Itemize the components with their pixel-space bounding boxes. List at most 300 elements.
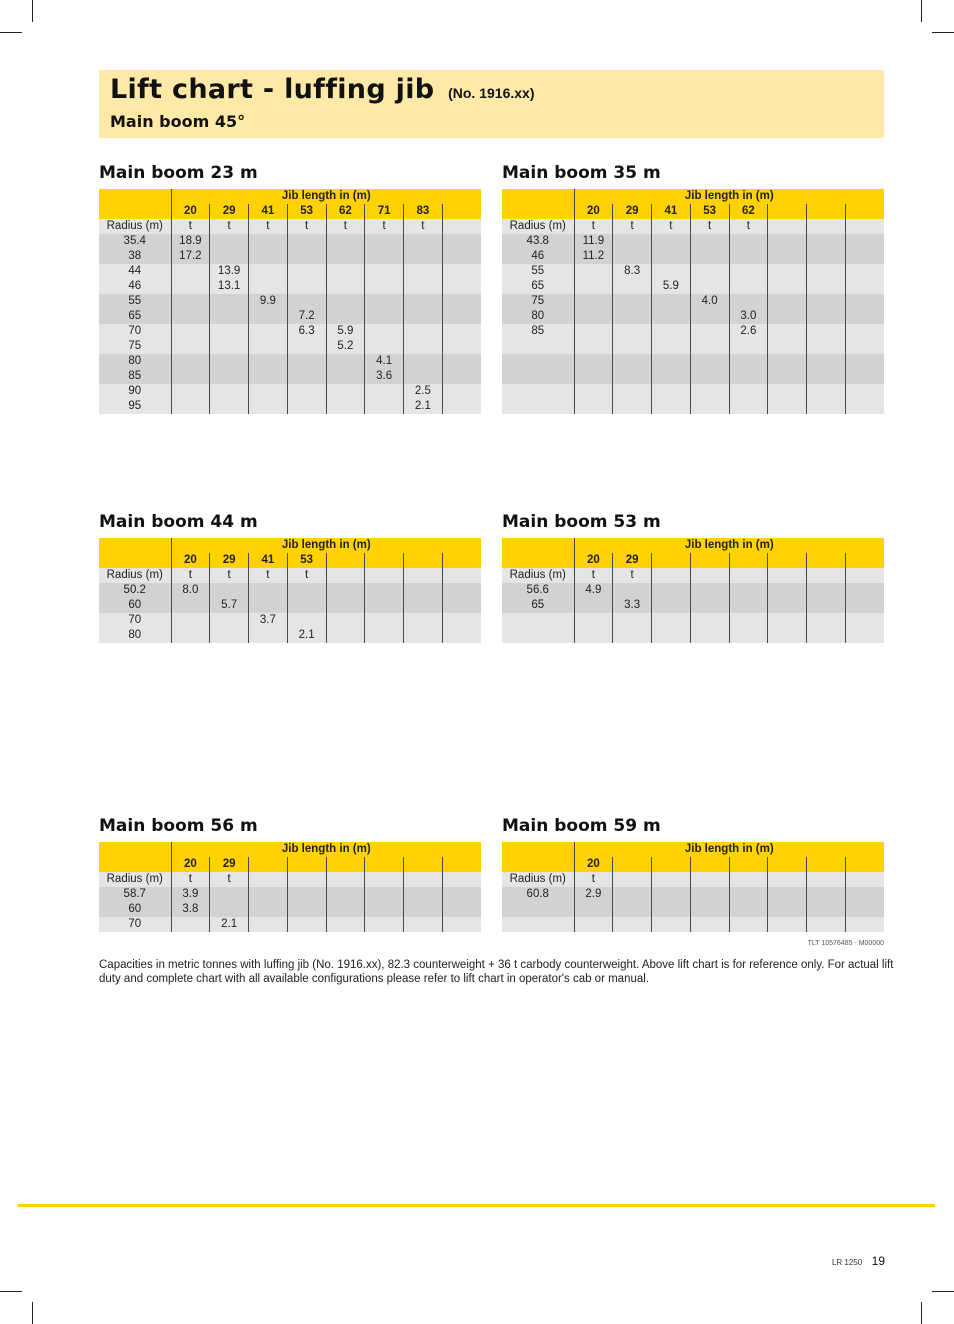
capacity-cell xyxy=(326,279,365,294)
capacity-cell xyxy=(326,249,365,264)
capacity-cell xyxy=(365,279,404,294)
jib-length-cell: 53 xyxy=(287,553,326,568)
jib-length-cell: 71 xyxy=(365,204,404,219)
radius-cell: 55 xyxy=(502,264,574,279)
table-row xyxy=(99,234,481,249)
jib-length-cell xyxy=(690,857,729,872)
capacity-cell xyxy=(690,324,729,339)
capacity-cell xyxy=(171,613,210,628)
capacity-cell xyxy=(404,902,443,917)
header-corner-cell xyxy=(99,204,171,219)
capacity-cell xyxy=(249,399,288,414)
capacity-cell xyxy=(613,309,652,324)
radius-cell: 65 xyxy=(99,309,171,324)
jib-length-cell: 53 xyxy=(690,204,729,219)
capacity-cell xyxy=(729,628,768,643)
capacity-cell xyxy=(404,264,443,279)
capacity-cell: 4.0 xyxy=(690,294,729,309)
capacity-cell xyxy=(210,309,249,324)
capacity-cell xyxy=(690,369,729,384)
jib-length-cell xyxy=(442,553,481,568)
capacity-cell xyxy=(442,234,481,249)
capacity-cell xyxy=(365,902,404,917)
lift-chart-main-boom-35 xyxy=(502,163,884,414)
capacity-cell xyxy=(729,234,768,249)
capacity-cell xyxy=(768,628,807,643)
capacity-cell xyxy=(574,354,613,369)
capacity-cell xyxy=(326,384,365,399)
capacity-cell xyxy=(652,628,691,643)
radius-cell: 38 xyxy=(99,249,171,264)
table-row xyxy=(99,279,481,294)
capacity-cell xyxy=(404,339,443,354)
capacity-cell xyxy=(845,917,884,932)
capacity-cell xyxy=(652,902,691,917)
jib-length-cell: 20 xyxy=(171,204,210,219)
unit-cell: t xyxy=(574,872,613,887)
jib-length-row xyxy=(502,204,884,219)
capacity-cell xyxy=(807,628,846,643)
capacity-cell xyxy=(574,902,613,917)
radius-cell xyxy=(502,917,574,932)
unit-cell: t xyxy=(404,219,443,234)
capacity-cell xyxy=(442,613,481,628)
capacity-cell xyxy=(574,309,613,324)
table-row xyxy=(99,613,481,628)
capacity-cell xyxy=(326,354,365,369)
radius-cell: 35.4 xyxy=(99,234,171,249)
capacity-cell xyxy=(442,369,481,384)
capacity-cell xyxy=(690,399,729,414)
radius-cell: 56.6 xyxy=(502,583,574,598)
capacity-cell xyxy=(807,339,846,354)
capacity-cell: 18.9 xyxy=(171,234,210,249)
unit-cell: t xyxy=(249,568,288,583)
capacity-cell xyxy=(845,628,884,643)
capacity-cell xyxy=(210,249,249,264)
capacity-cell xyxy=(210,339,249,354)
unit-cell: t xyxy=(326,219,365,234)
jib-length-header: Jib length in (m) xyxy=(171,842,481,857)
unit-cell xyxy=(287,872,326,887)
capacity-cell xyxy=(249,354,288,369)
table-row xyxy=(99,249,481,264)
capacity-cell xyxy=(574,369,613,384)
radius-cell: 80 xyxy=(502,309,574,324)
jib-length-cell: 20 xyxy=(574,857,613,872)
header-corner-cell xyxy=(502,857,574,872)
radius-cell: 70 xyxy=(99,324,171,339)
capacity-cell xyxy=(365,234,404,249)
jib-length-cell xyxy=(690,553,729,568)
capacity-cell: 6.3 xyxy=(287,324,326,339)
capacity-cell xyxy=(807,917,846,932)
radius-cell xyxy=(502,613,574,628)
capacity-cell: 5.9 xyxy=(652,279,691,294)
capacity-cell xyxy=(768,369,807,384)
capacity-cell xyxy=(210,369,249,384)
capacity-cell xyxy=(365,613,404,628)
table-row xyxy=(502,339,884,354)
header-row xyxy=(502,538,884,553)
jib-length-cell: 41 xyxy=(249,204,288,219)
jib-length-cell xyxy=(442,857,481,872)
capacity-cell xyxy=(845,887,884,902)
unit-cell xyxy=(249,872,288,887)
capacity-cell xyxy=(768,234,807,249)
radius-cell: 65 xyxy=(502,279,574,294)
capacity-cell xyxy=(807,264,846,279)
jib-length-row xyxy=(502,857,884,872)
capacity-cell: 3.0 xyxy=(729,309,768,324)
capacity-cell xyxy=(652,887,691,902)
capacity-cell xyxy=(652,294,691,309)
lift-chart-main-boom-44 xyxy=(99,512,481,643)
capacity-cell: 9.9 xyxy=(249,294,288,309)
footer-rule xyxy=(18,1204,935,1207)
table-row xyxy=(502,902,884,917)
crop-mark xyxy=(921,0,922,22)
header-corner-cell xyxy=(99,842,171,857)
capacity-cell xyxy=(442,917,481,932)
capacity-cell xyxy=(365,917,404,932)
capacity-cell xyxy=(768,583,807,598)
capacity-cell xyxy=(326,887,365,902)
radius-cell xyxy=(502,628,574,643)
jib-length-cell xyxy=(768,204,807,219)
capacity-cell xyxy=(171,279,210,294)
radius-cell: 50.2 xyxy=(99,583,171,598)
header-corner-cell xyxy=(502,538,574,553)
capacity-cell xyxy=(845,294,884,309)
unit-cell xyxy=(326,568,365,583)
capacity-cell xyxy=(404,887,443,902)
capacity-cell xyxy=(287,234,326,249)
capacity-cell: 2.6 xyxy=(729,324,768,339)
capacity-cell xyxy=(652,613,691,628)
jib-length-cell xyxy=(845,204,884,219)
capacity-cell xyxy=(807,279,846,294)
capacity-cell xyxy=(807,354,846,369)
capacity-cell xyxy=(365,628,404,643)
lift-table xyxy=(502,189,884,414)
capacity-cell: 2.1 xyxy=(404,399,443,414)
table-row xyxy=(502,384,884,399)
footnote: Capacities in metric tonnes with luffing jib (No. 1916.xx), 82.3 counterweight + 36 t carbody counterweight. Above lift chart is for reference only. For actual lift duty and complete chart with all available configurations please refer to lift chart in operator's cab or manual. xyxy=(99,959,894,985)
capacity-cell xyxy=(442,249,481,264)
radius-label: Radius (m) xyxy=(502,219,574,234)
capacity-cell xyxy=(768,613,807,628)
capacity-cell xyxy=(652,583,691,598)
lift-table xyxy=(502,538,884,643)
table-row xyxy=(502,309,884,324)
unit-cell xyxy=(690,872,729,887)
radius-cell: 75 xyxy=(99,339,171,354)
capacity-cell xyxy=(729,613,768,628)
capacity-cell xyxy=(365,309,404,324)
capacity-cell xyxy=(613,279,652,294)
capacity-cell xyxy=(287,384,326,399)
reference-code: TLT 10576485 - M00000 xyxy=(807,940,884,947)
capacity-cell xyxy=(210,324,249,339)
unit-row xyxy=(99,219,481,234)
capacity-cell xyxy=(171,917,210,932)
capacity-cell: 4.9 xyxy=(574,583,613,598)
unit-row xyxy=(99,568,481,583)
table-row xyxy=(502,399,884,414)
radius-cell: 80 xyxy=(99,628,171,643)
capacity-cell: 3.9 xyxy=(171,887,210,902)
capacity-cell xyxy=(613,339,652,354)
capacity-cell xyxy=(768,279,807,294)
unit-cell xyxy=(652,872,691,887)
unit-cell xyxy=(768,568,807,583)
capacity-cell xyxy=(574,917,613,932)
capacity-cell xyxy=(249,249,288,264)
capacity-cell: 8.3 xyxy=(613,264,652,279)
radius-cell: 65 xyxy=(502,598,574,613)
capacity-cell: 13.9 xyxy=(210,264,249,279)
jib-length-cell xyxy=(768,857,807,872)
unit-cell xyxy=(768,872,807,887)
capacity-cell xyxy=(690,902,729,917)
capacity-cell xyxy=(171,628,210,643)
capacity-cell xyxy=(845,369,884,384)
unit-cell: t xyxy=(652,219,691,234)
header-corner-cell xyxy=(99,857,171,872)
capacity-cell xyxy=(442,354,481,369)
header-row xyxy=(99,189,481,204)
capacity-cell xyxy=(690,264,729,279)
capacity-cell xyxy=(613,917,652,932)
capacity-cell: 11.2 xyxy=(574,249,613,264)
capacity-cell xyxy=(845,583,884,598)
header-row xyxy=(502,189,884,204)
capacity-cell: 8.0 xyxy=(171,583,210,598)
capacity-cell xyxy=(652,309,691,324)
capacity-cell xyxy=(249,309,288,324)
radius-cell: 46 xyxy=(99,279,171,294)
capacity-cell xyxy=(690,613,729,628)
capacity-cell xyxy=(652,384,691,399)
capacity-cell xyxy=(652,234,691,249)
capacity-cell xyxy=(807,613,846,628)
unit-cell xyxy=(613,872,652,887)
jib-length-cell xyxy=(652,857,691,872)
unit-cell xyxy=(326,872,365,887)
capacity-cell xyxy=(845,249,884,264)
capacity-cell xyxy=(845,264,884,279)
capacity-cell xyxy=(807,583,846,598)
capacity-cell xyxy=(365,384,404,399)
capacity-cell: 3.3 xyxy=(613,598,652,613)
capacity-cell xyxy=(249,583,288,598)
crop-mark xyxy=(32,1302,33,1324)
capacity-cell xyxy=(845,309,884,324)
model-name: LR 1250 xyxy=(831,1258,863,1267)
unit-cell xyxy=(807,568,846,583)
capacity-cell: 17.2 xyxy=(171,249,210,264)
unit-cell: t xyxy=(210,568,249,583)
capacity-cell xyxy=(442,264,481,279)
jib-length-cell: 20 xyxy=(574,204,613,219)
capacity-cell: 5.9 xyxy=(326,324,365,339)
unit-cell xyxy=(652,568,691,583)
capacity-cell xyxy=(442,384,481,399)
jib-length-cell: 41 xyxy=(652,204,691,219)
unit-cell: t xyxy=(249,219,288,234)
jib-length-cell: 62 xyxy=(326,204,365,219)
capacity-cell xyxy=(729,279,768,294)
capacity-cell xyxy=(287,354,326,369)
unit-cell: t xyxy=(690,219,729,234)
table-row xyxy=(502,628,884,643)
radius-cell xyxy=(502,902,574,917)
chart-title: Main boom 35 m xyxy=(502,163,661,183)
capacity-cell xyxy=(690,354,729,369)
capacity-cell xyxy=(652,917,691,932)
header-corner-cell xyxy=(99,538,171,553)
jib-length-cell xyxy=(249,857,288,872)
capacity-cell xyxy=(210,628,249,643)
capacity-cell xyxy=(768,399,807,414)
capacity-cell xyxy=(404,294,443,309)
capacity-cell xyxy=(326,628,365,643)
capacity-cell xyxy=(442,279,481,294)
capacity-cell xyxy=(807,384,846,399)
capacity-cell xyxy=(326,583,365,598)
capacity-cell xyxy=(729,264,768,279)
capacity-cell xyxy=(287,887,326,902)
jib-length-cell xyxy=(729,857,768,872)
radius-cell: 55 xyxy=(99,294,171,309)
unit-cell: t xyxy=(365,219,404,234)
capacity-cell xyxy=(613,324,652,339)
unit-cell: t xyxy=(287,568,326,583)
jib-length-cell xyxy=(365,857,404,872)
capacity-cell xyxy=(845,279,884,294)
capacity-cell xyxy=(210,583,249,598)
capacity-cell xyxy=(249,598,288,613)
capacity-cell xyxy=(574,613,613,628)
radius-cell: 85 xyxy=(99,369,171,384)
capacity-cell xyxy=(249,369,288,384)
capacity-cell xyxy=(287,917,326,932)
capacity-cell xyxy=(404,613,443,628)
unit-cell xyxy=(442,872,481,887)
chart-title: Main boom 23 m xyxy=(99,163,258,183)
page-subtitle: Main boom 45° xyxy=(110,112,246,131)
capacity-cell xyxy=(807,902,846,917)
capacity-cell xyxy=(287,902,326,917)
capacity-cell xyxy=(690,598,729,613)
table-row xyxy=(502,598,884,613)
capacity-cell xyxy=(574,294,613,309)
unit-cell: t xyxy=(613,568,652,583)
capacity-cell xyxy=(287,279,326,294)
capacity-cell xyxy=(404,309,443,324)
capacity-cell: 2.1 xyxy=(210,917,249,932)
capacity-cell xyxy=(613,902,652,917)
capacity-cell: 5.2 xyxy=(326,339,365,354)
unit-cell xyxy=(442,568,481,583)
table-row xyxy=(99,598,481,613)
capacity-cell xyxy=(171,399,210,414)
radius-cell: 95 xyxy=(99,399,171,414)
capacity-cell xyxy=(652,399,691,414)
capacity-cell xyxy=(210,887,249,902)
capacity-cell xyxy=(287,369,326,384)
capacity-cell xyxy=(729,887,768,902)
capacity-cell xyxy=(613,354,652,369)
capacity-cell xyxy=(652,324,691,339)
page-footer xyxy=(780,1252,885,1270)
capacity-cell xyxy=(404,917,443,932)
capacity-cell xyxy=(652,249,691,264)
capacity-cell xyxy=(249,887,288,902)
page-title xyxy=(110,74,534,105)
chart-title: Main boom 53 m xyxy=(502,512,661,532)
capacity-cell xyxy=(768,917,807,932)
capacity-cell xyxy=(326,598,365,613)
radius-cell: 60.8 xyxy=(502,887,574,902)
jib-length-cell: 20 xyxy=(171,553,210,568)
capacity-cell xyxy=(807,234,846,249)
capacity-cell xyxy=(613,294,652,309)
table-row xyxy=(502,294,884,309)
capacity-cell xyxy=(845,339,884,354)
header-corner-cell xyxy=(99,553,171,568)
unit-cell: t xyxy=(210,872,249,887)
crop-mark xyxy=(0,1291,22,1292)
jib-length-header: Jib length in (m) xyxy=(574,189,884,204)
jib-length-cell xyxy=(807,204,846,219)
table-row xyxy=(99,628,481,643)
jib-length-row xyxy=(99,553,481,568)
jib-length-cell xyxy=(729,553,768,568)
capacity-cell xyxy=(845,354,884,369)
radius-cell xyxy=(502,339,574,354)
capacity-cell: 2.9 xyxy=(574,887,613,902)
jib-length-cell xyxy=(442,204,481,219)
header-corner-cell xyxy=(502,189,574,204)
capacity-cell xyxy=(613,887,652,902)
capacity-cell xyxy=(287,598,326,613)
radius-cell xyxy=(502,354,574,369)
lift-table xyxy=(99,842,481,932)
title-banner xyxy=(99,70,884,138)
radius-label: Radius (m) xyxy=(502,872,574,887)
radius-label: Radius (m) xyxy=(99,872,171,887)
capacity-cell xyxy=(210,294,249,309)
page-number: 19 xyxy=(871,1254,885,1268)
capacity-cell xyxy=(326,294,365,309)
crop-mark xyxy=(921,1302,922,1324)
capacity-cell xyxy=(287,339,326,354)
capacity-cell xyxy=(365,339,404,354)
unit-cell xyxy=(807,219,846,234)
capacity-cell xyxy=(845,598,884,613)
table-row xyxy=(99,887,481,902)
capacity-cell xyxy=(729,598,768,613)
lift-chart-main-boom-56 xyxy=(99,816,481,932)
capacity-cell xyxy=(768,249,807,264)
jib-length-header: Jib length in (m) xyxy=(574,842,884,857)
capacity-cell xyxy=(249,234,288,249)
unit-cell xyxy=(845,872,884,887)
capacity-cell xyxy=(690,279,729,294)
capacity-cell xyxy=(210,399,249,414)
